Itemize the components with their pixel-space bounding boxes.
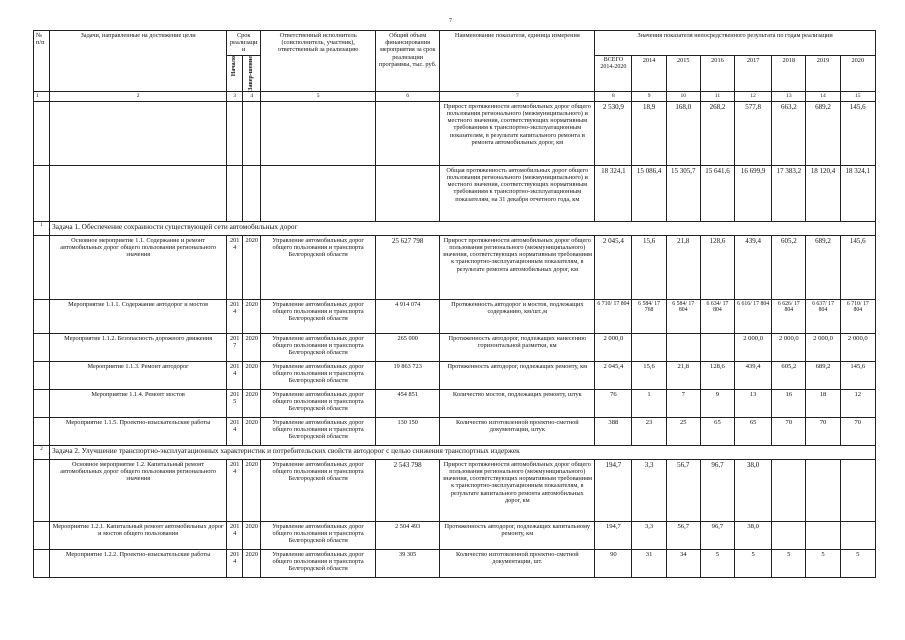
value-cell: 194,7 xyxy=(595,521,632,549)
value-cell: 65 xyxy=(735,417,772,445)
column-index: 6 xyxy=(375,91,439,101)
responsible: Управление автомобильных дорог общего пользования и транспорта Белгородской области xyxy=(261,521,376,549)
responsible: Управление автомобильных дорог общего пользования и транспорта Белгородской области xyxy=(261,389,376,417)
column-index: 12 xyxy=(735,91,772,101)
end-year: 2020 xyxy=(243,389,261,417)
value-cell: 6 626/ 17 804 xyxy=(772,299,806,333)
value-cell: 2 000,0 xyxy=(772,333,806,361)
value-cell: 56,7 xyxy=(666,521,700,549)
value-cell xyxy=(840,459,875,521)
end-year: 2020 xyxy=(243,459,261,521)
table-row xyxy=(34,235,876,299)
end-year: 2020 xyxy=(243,549,261,577)
value-cell: 34 xyxy=(666,549,700,577)
value-cell xyxy=(772,521,806,549)
value-cell xyxy=(700,333,734,361)
task-heading-row xyxy=(34,221,876,235)
end-year: 2020 xyxy=(243,235,261,299)
task-title: Задача 1. Обеспечение сохранности существующей сети автомобильных дорог xyxy=(50,221,876,235)
funding: 25 627 798 xyxy=(375,235,439,299)
value-cell: 9 xyxy=(700,389,734,417)
end-year: 2020 xyxy=(243,333,261,361)
value-cell: 15 086,4 xyxy=(632,165,666,221)
value-cell: 21,8 xyxy=(666,361,700,389)
value-cell xyxy=(632,333,666,361)
end-year: 2020 xyxy=(243,521,261,549)
indicator-text: Количество изготовленной проектно-сметной документации, штук xyxy=(440,417,595,445)
top-indicator-row xyxy=(34,101,876,165)
value-cell: 18 324,1 xyxy=(595,165,632,221)
value-cell: 439,4 xyxy=(735,361,772,389)
value-cell: 128,6 xyxy=(700,361,734,389)
value-cell: 2 045,4 xyxy=(595,361,632,389)
value-cell: 194,7 xyxy=(595,459,632,521)
value-cell: 6 584/ 17 768 xyxy=(632,299,666,333)
indicator-text: Прирост протяженности автомобильных дорог общего пользования регионального (межмуниципального) значения, соответствующих нормативным требованиям к транспортно-эксплуатационным показателям, в результате капитального ремонта автомобильных дорог, км xyxy=(440,459,595,521)
value-cell: 689,2 xyxy=(806,235,840,299)
task-title: Задача 2. Улучшение транспортно-эксплуатационных характеристик и потребительских свойств автодорог с целью снижения транспортных издержек xyxy=(50,445,876,459)
value-cell: 90 xyxy=(595,549,632,577)
value-cell: 6 710/ 17 804 xyxy=(840,299,875,333)
value-cell: 76 xyxy=(595,389,632,417)
value-cell xyxy=(840,521,875,549)
value-cell: 439,4 xyxy=(735,235,772,299)
value-cell: 16 699,9 xyxy=(735,165,772,221)
column-index: 7 xyxy=(440,91,595,101)
value-cell: 18 120,4 xyxy=(806,165,840,221)
value-cell: 15,6 xyxy=(632,361,666,389)
value-cell: 21,8 xyxy=(666,235,700,299)
value-cell: 577,8 xyxy=(735,101,772,165)
table-row xyxy=(34,549,876,577)
funding: 39 305 xyxy=(375,549,439,577)
start-year: 2014 xyxy=(227,361,243,389)
table-row xyxy=(34,333,876,361)
task-name: Мероприятие 1.1.3. Ремонт автодорог xyxy=(50,361,227,389)
value-cell: 268,2 xyxy=(700,101,734,165)
column-index: 9 xyxy=(632,91,666,101)
funding: 2 543 798 xyxy=(375,459,439,521)
value-cell: 7 xyxy=(666,389,700,417)
funding: 4 914 074 xyxy=(375,299,439,333)
task-name: Основное мероприятие 1.2. Капитальный ремонт автомобильных дорог общего пользования регионального значения xyxy=(50,459,227,521)
value-cell: 18 324,1 xyxy=(840,165,875,221)
responsible: Управление автомобильных дорог общего пользования и транспорта Белгородской области xyxy=(261,299,376,333)
header-start: Начало xyxy=(227,56,243,92)
value-cell: 65 xyxy=(700,417,734,445)
responsible: Управление автомобильных дорог общего пользования и транспорта Белгородской области xyxy=(261,417,376,445)
column-index: 11 xyxy=(700,91,734,101)
indicator-text: Прирост протяженности автомобильных дорог общего пользования регионального (межмуниципального) и местного значения, соответствующих нормативным требованиям к транспортно-эксплуатационным показателям, в результате капитального ремонта и ремонта автомобильных дорог, км xyxy=(440,101,595,165)
task-number: 1 xyxy=(34,221,50,235)
column-index: 1 xyxy=(34,91,50,101)
indicator-text: Количество мостов, подлежащих ремонту, штук xyxy=(440,389,595,417)
start-year: 2014 xyxy=(227,549,243,577)
task-name: Мероприятие 1.1.4. Ремонт мостов xyxy=(50,389,227,417)
start-year: 2017 xyxy=(227,333,243,361)
value-cell: 38,0 xyxy=(735,521,772,549)
value-cell: 689,2 xyxy=(806,361,840,389)
header-term: Срок реализации xyxy=(227,31,261,56)
header-year-2014: 2014 xyxy=(632,56,666,92)
value-cell: 605,2 xyxy=(772,361,806,389)
header-year-2018: 2018 xyxy=(772,56,806,92)
value-cell: 16 xyxy=(772,389,806,417)
funding: 265 000 xyxy=(375,333,439,361)
start-year: 2015 xyxy=(227,389,243,417)
value-cell xyxy=(806,521,840,549)
column-index: 2 xyxy=(50,91,227,101)
task-heading-row xyxy=(34,445,876,459)
value-cell: 23 xyxy=(632,417,666,445)
value-cell: 6 584/ 17 804 xyxy=(666,299,700,333)
value-cell: 2 000,0 xyxy=(735,333,772,361)
value-cell: 70 xyxy=(772,417,806,445)
value-cell xyxy=(666,333,700,361)
column-index: 4 xyxy=(243,91,261,101)
value-cell: 15,6 xyxy=(632,235,666,299)
table-row xyxy=(34,361,876,389)
value-cell: 168,0 xyxy=(666,101,700,165)
header-year-2015: 2015 xyxy=(666,56,700,92)
column-index-row xyxy=(34,91,876,101)
column-index: 5 xyxy=(261,91,376,101)
column-index: 15 xyxy=(840,91,875,101)
value-cell: 6 710/ 17 804 xyxy=(595,299,632,333)
task-number: 2 xyxy=(34,445,50,459)
table-row xyxy=(34,417,876,445)
funding: 2 504 493 xyxy=(375,521,439,549)
funding: 130 150 xyxy=(375,417,439,445)
header-task: Задачи, направленные на достижение цели xyxy=(50,31,227,92)
value-cell: 18 xyxy=(806,389,840,417)
table-row xyxy=(34,299,876,333)
start-year: 2014 xyxy=(227,417,243,445)
value-cell: 5 xyxy=(840,549,875,577)
start-year: 2014 xyxy=(227,521,243,549)
value-cell xyxy=(806,459,840,521)
responsible: Управление автомобильных дорог общего пользования и транспорта Белгородской области xyxy=(261,549,376,577)
indicator-text: Протяженность автодорог, подлежащих ремонту, км xyxy=(440,361,595,389)
start-year: 2014 xyxy=(227,299,243,333)
funding: 454 851 xyxy=(375,389,439,417)
header-year-2020: 2020 xyxy=(840,56,875,92)
header-year-2017: 2017 xyxy=(735,56,772,92)
start-year: 2014 xyxy=(227,235,243,299)
top-indicator-row xyxy=(34,165,876,221)
value-cell: 6 634/ 17 804 xyxy=(700,299,734,333)
indicator-text: Протяженность автодорог, подлежащих капитальному ремонту, км xyxy=(440,521,595,549)
value-cell: 70 xyxy=(840,417,875,445)
value-cell: 17 383,2 xyxy=(772,165,806,221)
value-cell: 2 000,0 xyxy=(806,333,840,361)
start-year: 2014 xyxy=(227,459,243,521)
task-name: Основное мероприятие 1.1. Содержание и ремонт автомобильных дорог общего пользования регионального значения xyxy=(50,235,227,299)
value-cell: 663,2 xyxy=(772,101,806,165)
value-cell: 605,2 xyxy=(772,235,806,299)
value-cell: 15 641,6 xyxy=(700,165,734,221)
header-year-2019: 2019 xyxy=(806,56,840,92)
value-cell: 96,7 xyxy=(700,521,734,549)
indicator-text: Прирост протяженности автомобильных дорог общего пользования регионального (межмуниципального) значения, соответствующих нормативным требованиям к транспортно-эксплуатационным показателям, в результате ремонта автомобильных дорог, км xyxy=(440,235,595,299)
indicator-text: Протяженность автодорог и мостов, подлежащих содержанию, км/шт.,м xyxy=(440,299,595,333)
end-year: 2020 xyxy=(243,361,261,389)
responsible: Управление автомобильных дорог общего пользования и транспорта Белгородской области xyxy=(261,459,376,521)
task-name: Мероприятие 1.1.1. Содержание автодорог и мостов xyxy=(50,299,227,333)
value-cell: 689,2 xyxy=(806,101,840,165)
value-cell: 6 616/ 17 804 xyxy=(735,299,772,333)
column-index: 14 xyxy=(806,91,840,101)
value-cell: 12 xyxy=(840,389,875,417)
end-year: 2020 xyxy=(243,299,261,333)
task-name: Мероприятие 1.1.2. Безопасность дорожного движения xyxy=(50,333,227,361)
column-index: 3 xyxy=(227,91,243,101)
header-funding: Общий объем финансирования мероприятия за срок реализации программы, тыс. руб. xyxy=(375,31,439,92)
value-cell: 145,6 xyxy=(840,235,875,299)
results-table xyxy=(33,30,876,578)
header-year-2016: 2016 xyxy=(700,56,734,92)
task-name: Мероприятие 1.2.2. Проектно-изыскательские работы xyxy=(50,549,227,577)
header-total: ВСЕГО 2014-2020 xyxy=(595,56,632,92)
value-cell: 388 xyxy=(595,417,632,445)
value-cell: 15 305,7 xyxy=(666,165,700,221)
value-cell: 3,3 xyxy=(632,459,666,521)
task-name: Мероприятие 1.2.1. Капитальный ремонт автомобильных дорог и мостов общего пользования xyxy=(50,521,227,549)
value-cell: 6 637/ 17 804 xyxy=(806,299,840,333)
header-indicator: Наименование показателя, единица измерения xyxy=(440,31,595,92)
value-cell: 70 xyxy=(806,417,840,445)
value-cell: 96,7 xyxy=(700,459,734,521)
indicator-text: Общая протяженность автомобильных дорог общего пользования регионального (межмуниципального) и местного значения, соответствующих нормативным требованиям к транспортно-эксплуатационным показателям, на 31 декабря отчетного года, км xyxy=(440,165,595,221)
value-cell: 31 xyxy=(632,549,666,577)
column-index: 10 xyxy=(666,91,700,101)
value-cell: 25 xyxy=(666,417,700,445)
value-cell: 2 045,4 xyxy=(595,235,632,299)
value-cell xyxy=(772,459,806,521)
column-index: 8 xyxy=(595,91,632,101)
funding: 19 863 723 xyxy=(375,361,439,389)
table-row xyxy=(34,521,876,549)
header-values: Значения показателя непосредственного результата по годам реализации xyxy=(595,31,876,56)
responsible: Управление автомобильных дорог общего пользования и транспорта Белгородской области xyxy=(261,235,376,299)
page-number: 7 xyxy=(449,18,452,24)
header-num: № п/п xyxy=(34,31,50,92)
value-cell: 5 xyxy=(700,549,734,577)
value-cell: 2 530,9 xyxy=(595,101,632,165)
value-cell: 145,6 xyxy=(840,101,875,165)
header-end: Завер-шение xyxy=(243,56,261,92)
indicator-text: Протяженность автодорог, подлежащих нанесению горизонтальной разметки, км xyxy=(440,333,595,361)
value-cell: 13 xyxy=(735,389,772,417)
value-cell: 18,9 xyxy=(632,101,666,165)
value-cell: 2 000,0 xyxy=(595,333,632,361)
responsible: Управление автомобильных дорог общего пользования и транспорта Белгородской области xyxy=(261,361,376,389)
value-cell: 128,6 xyxy=(700,235,734,299)
value-cell: 145,6 xyxy=(840,361,875,389)
table-row xyxy=(34,459,876,521)
column-index: 13 xyxy=(772,91,806,101)
value-cell: 38,0 xyxy=(735,459,772,521)
responsible: Управление автомобильных дорог общего пользования и транспорта Белгородской области xyxy=(261,333,376,361)
table-row xyxy=(34,389,876,417)
value-cell: 5 xyxy=(735,549,772,577)
task-name: Мероприятие 1.1.5. Проектно-изыскательские работы xyxy=(50,417,227,445)
value-cell: 5 xyxy=(806,549,840,577)
value-cell: 2 000,0 xyxy=(840,333,875,361)
header-responsible: Ответственный исполнитель (соисполнитель, участник), ответственный за реализацию xyxy=(261,31,376,92)
end-year: 2020 xyxy=(243,417,261,445)
value-cell: 56,7 xyxy=(666,459,700,521)
value-cell: 3,3 xyxy=(632,521,666,549)
value-cell: 5 xyxy=(772,549,806,577)
indicator-text: Количество изготовленной проектно-сметной документации, шт. xyxy=(440,549,595,577)
value-cell: 1 xyxy=(632,389,666,417)
